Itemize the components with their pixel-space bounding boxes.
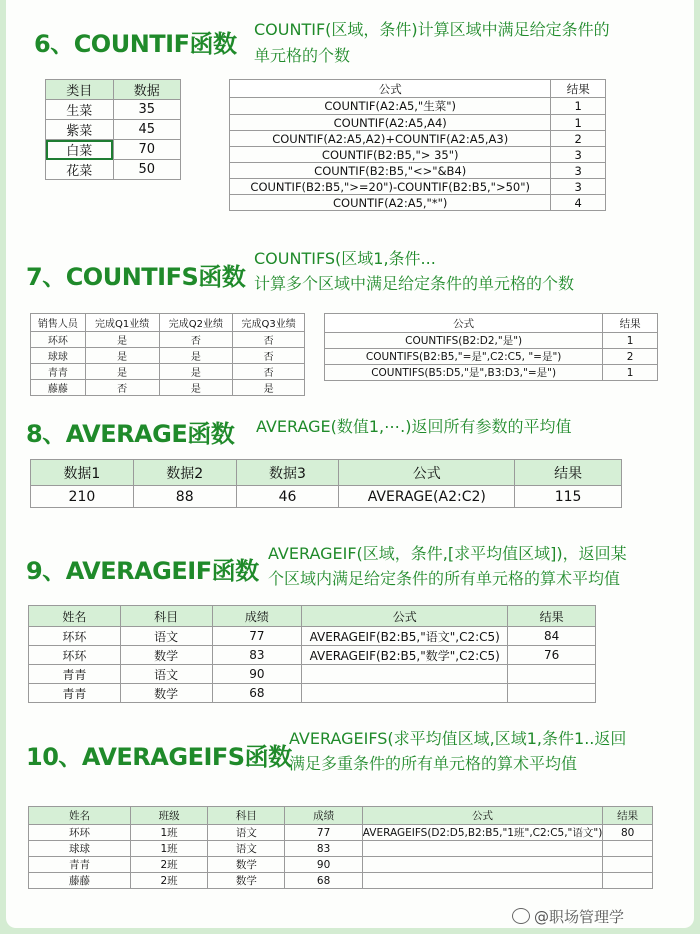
column-header[interactable]: 公式 [302, 606, 508, 627]
table-row [29, 646, 596, 665]
column-header[interactable]: 数据 [113, 80, 181, 100]
table-cell[interactable]: 1 [603, 333, 658, 349]
table-cell[interactable]: 210 [31, 486, 134, 508]
table-cell[interactable]: 是 [233, 380, 305, 396]
column-header[interactable]: 公式 [362, 807, 603, 825]
header-row [29, 606, 596, 627]
section-9-desc-line2: 个区域内满足给定条件的所有单元格的算术平均值 [268, 569, 621, 588]
column-header[interactable]: 数据3 [236, 460, 339, 486]
table-cell[interactable]: 环环 [29, 627, 121, 646]
header-row [29, 807, 653, 825]
table-cell[interactable]: AVERAGE(A2:C2) [339, 486, 515, 508]
table-row [230, 195, 606, 211]
table-row [29, 857, 653, 873]
table-cell[interactable]: COUNTIF(A2:A5,"生菜") [230, 98, 551, 115]
table-cell[interactable] [362, 841, 603, 857]
column-header[interactable]: 完成Q1业绩 [85, 314, 159, 332]
table-cell[interactable]: 藤藤 [31, 380, 86, 396]
table-cell[interactable]: 1班 [130, 841, 207, 857]
table-row [31, 364, 305, 380]
column-header[interactable]: 公式 [230, 80, 551, 98]
table-cell[interactable] [508, 684, 596, 703]
table-cell[interactable]: 语文 [120, 665, 212, 684]
table-row [29, 684, 596, 703]
table-cell[interactable]: COUNTIF(B2:B5,">=20")-COUNTIF(B2:B5,">50") [230, 179, 551, 195]
table-cell[interactable]: COUNTIF(B2:B5,"> 35") [230, 147, 551, 163]
column-header[interactable]: 数据2 [133, 460, 236, 486]
table-cell[interactable]: 环环 [29, 646, 121, 665]
table-cell[interactable]: 是 [159, 380, 233, 396]
column-header[interactable]: 完成Q3业绩 [233, 314, 305, 332]
table-cell[interactable]: 1 [551, 115, 606, 131]
table-cell[interactable] [362, 873, 603, 889]
table-row [29, 665, 596, 684]
average-table [30, 459, 622, 508]
averageifs-table [28, 806, 653, 889]
table-cell[interactable]: 2 [551, 131, 606, 147]
countifs-data-table [30, 313, 305, 396]
table-row [31, 332, 305, 348]
table-row [31, 486, 622, 508]
column-header[interactable]: 成绩 [212, 606, 302, 627]
table-cell[interactable]: AVERAGEIFS(D2:D5,B2:B5,"1班",C2:C5,"语文") [362, 825, 603, 841]
weibo-logo-icon [512, 908, 530, 924]
table-cell[interactable]: 数学 [208, 857, 285, 873]
table-cell[interactable]: COUNTIF(A2:A5,A2)+COUNTIF(A2:A5,A3) [230, 131, 551, 147]
table-cell[interactable]: 是 [85, 332, 159, 348]
table-cell[interactable]: 83 [212, 646, 302, 665]
table-cell[interactable]: AVERAGEIF(B2:B5,"语文",C2:C5) [302, 627, 508, 646]
countifs-formula-table [324, 313, 658, 381]
table-cell[interactable]: 1班 [130, 825, 207, 841]
header-row [46, 80, 181, 100]
table-cell[interactable]: COUNTIFS(B5:D5,"是",B3:D3,"=是") [325, 365, 603, 381]
table-row [29, 627, 596, 646]
section-10-title: 10、AVERAGEIFS函数 [26, 743, 292, 771]
section-6-desc-line2: 单元格的个数 [254, 46, 351, 65]
section-7-desc-line1: COUNTIFS(区域1,条件... [254, 249, 436, 268]
column-header[interactable]: 成绩 [285, 807, 362, 825]
table-row [29, 841, 653, 857]
table-cell[interactable]: 4 [551, 195, 606, 211]
table-cell[interactable] [603, 857, 653, 873]
table-cell[interactable]: 46 [236, 486, 339, 508]
section-8-desc-line1: AVERAGE(数值1,⋯.)返回所有参数的平均值 [256, 417, 572, 436]
table-cell[interactable]: 球球 [29, 841, 131, 857]
column-header[interactable]: 数据1 [31, 460, 134, 486]
table-row [46, 100, 181, 120]
table-cell[interactable]: 数学 [208, 873, 285, 889]
header-row [31, 460, 622, 486]
table-row [46, 140, 181, 160]
table-cell[interactable]: 2 [603, 349, 658, 365]
table-cell[interactable]: 90 [285, 857, 362, 873]
table-cell[interactable]: 是 [159, 364, 233, 380]
table-cell[interactable]: 3 [551, 163, 606, 179]
table-cell[interactable]: 50 [113, 160, 181, 180]
column-header[interactable]: 姓名 [29, 807, 131, 825]
table-cell[interactable]: COUNTIFS(B2:B5,"=是",C2:C5, "=是") [325, 349, 603, 365]
table-cell[interactable]: 68 [212, 684, 302, 703]
column-header[interactable]: 公式 [325, 314, 603, 333]
table-cell[interactable]: 青青 [29, 684, 121, 703]
table-cell[interactable]: 球球 [31, 348, 86, 364]
table-cell[interactable]: 否 [233, 348, 305, 364]
table-cell[interactable]: 90 [212, 665, 302, 684]
averageif-table [28, 605, 596, 703]
column-header[interactable]: 结果 [603, 807, 653, 825]
column-header[interactable]: 姓名 [29, 606, 121, 627]
column-header[interactable]: 结果 [551, 80, 606, 98]
table-row [325, 333, 658, 349]
table-cell[interactable]: 紫菜 [46, 120, 114, 140]
section-6-desc-line1: COUNTIF(区域，条件)计算区域中满足给定条件的 [254, 20, 610, 39]
table-cell[interactable]: 语文 [120, 627, 212, 646]
table-cell[interactable]: 35 [113, 100, 181, 120]
table-cell[interactable]: 1 [551, 98, 606, 115]
table-cell[interactable]: 68 [285, 873, 362, 889]
table-row [230, 179, 606, 195]
table-cell[interactable]: AVERAGEIF(B2:B5,"数学",C2:C5) [302, 646, 508, 665]
section-9-desc-line1: AVERAGEIF(区域，条件,[求平均值区域])，返回某 [268, 544, 627, 563]
table-cell[interactable] [508, 665, 596, 684]
section-10-desc-line1: AVERAGEIFS(求平均值区域,区域1,条件1..返回 [289, 729, 627, 748]
table-cell[interactable]: 3 [551, 147, 606, 163]
table-cell[interactable] [603, 873, 653, 889]
table-row [31, 348, 305, 364]
table-cell[interactable]: 88 [133, 486, 236, 508]
table-cell[interactable]: 是 [85, 364, 159, 380]
table-row [230, 131, 606, 147]
column-header[interactable]: 完成Q2业绩 [159, 314, 233, 332]
table-cell[interactable]: 1 [603, 365, 658, 381]
column-header[interactable]: 公式 [339, 460, 515, 486]
section-7-desc-line2: 计算多个区域中满足给定条件的单元格的个数 [254, 274, 575, 293]
table-cell[interactable]: 否 [85, 380, 159, 396]
table-cell[interactable]: 环环 [31, 332, 86, 348]
section-8-title: 8、AVERAGE函数 [26, 420, 235, 448]
table-cell[interactable]: 2班 [130, 873, 207, 889]
table-cell[interactable]: 115 [515, 486, 622, 508]
countif-data-table [45, 79, 181, 180]
header-row [230, 80, 606, 98]
table-cell[interactable]: 藤藤 [29, 873, 131, 889]
table-cell[interactable]: 花菜 [46, 160, 114, 180]
table-cell[interactable]: 青青 [29, 665, 121, 684]
table-cell[interactable]: 环环 [29, 825, 131, 841]
table-cell[interactable]: COUNTIF(A2:A5,"*") [230, 195, 551, 211]
section-10-desc-line2: 满足多重条件的所有单元格的算术平均值 [289, 754, 578, 773]
table-cell[interactable]: 3 [551, 179, 606, 195]
table-cell[interactable] [362, 857, 603, 873]
table-row [325, 365, 658, 381]
table-cell[interactable]: COUNTIF(A2:A5,A4) [230, 115, 551, 131]
table-cell[interactable] [302, 665, 508, 684]
table-cell[interactable]: 76 [508, 646, 596, 665]
column-header[interactable]: 类目 [46, 80, 114, 100]
table-row [230, 98, 606, 115]
table-cell[interactable]: 2班 [130, 857, 207, 873]
table-row [31, 380, 305, 396]
column-header[interactable]: 科目 [208, 807, 285, 825]
table-row [46, 120, 181, 140]
table-row [29, 873, 653, 889]
table-cell[interactable]: 是 [85, 348, 159, 364]
countif-formula-table [229, 79, 606, 211]
table-cell[interactable]: 青青 [31, 364, 86, 380]
header-row [325, 314, 658, 333]
table-cell[interactable]: 77 [285, 825, 362, 841]
column-header[interactable]: 销售人员 [31, 314, 86, 332]
table-row [46, 160, 181, 180]
table-cell[interactable]: 是 [159, 348, 233, 364]
table-cell[interactable]: COUNTIFS(B2:D2,"是") [325, 333, 603, 349]
table-row [29, 825, 653, 841]
table-cell[interactable]: 84 [508, 627, 596, 646]
table-row [325, 349, 658, 365]
table-cell[interactable]: 语文 [208, 841, 285, 857]
table-row [230, 147, 606, 163]
watermark-text: @职场管理学 [534, 908, 625, 926]
table-cell[interactable]: 77 [212, 627, 302, 646]
section-6-title: 6、COUNTIF函数 [34, 30, 237, 58]
section-9-title: 9、AVERAGEIF函数 [26, 557, 259, 585]
section-7-title: 7、COUNTIFS函数 [26, 263, 246, 291]
header-row [31, 314, 305, 332]
table-cell[interactable] [603, 841, 653, 857]
column-header[interactable]: 结果 [603, 314, 658, 333]
table-row [230, 115, 606, 131]
watermark [512, 906, 624, 927]
table-cell[interactable]: 否 [233, 364, 305, 380]
table-cell[interactable]: 数学 [120, 646, 212, 665]
table-cell[interactable]: COUNTIF(B2:B5,"<>"&B4) [230, 163, 551, 179]
table-cell[interactable]: 青青 [29, 857, 131, 873]
table-cell[interactable]: 语文 [208, 825, 285, 841]
table-cell[interactable]: 83 [285, 841, 362, 857]
table-cell[interactable]: 70 [113, 140, 181, 160]
table-cell[interactable] [302, 684, 508, 703]
table-cell[interactable]: 白菜 [46, 140, 114, 160]
table-row [230, 163, 606, 179]
table-cell[interactable]: 否 [159, 332, 233, 348]
column-header[interactable]: 结果 [508, 606, 596, 627]
table-cell[interactable]: 80 [603, 825, 653, 841]
column-header[interactable]: 结果 [515, 460, 622, 486]
table-cell[interactable]: 数学 [120, 684, 212, 703]
table-cell[interactable]: 45 [113, 120, 181, 140]
column-header[interactable]: 科目 [120, 606, 212, 627]
table-cell[interactable]: 生菜 [46, 100, 114, 120]
table-cell[interactable]: 否 [233, 332, 305, 348]
column-header[interactable]: 班级 [130, 807, 207, 825]
